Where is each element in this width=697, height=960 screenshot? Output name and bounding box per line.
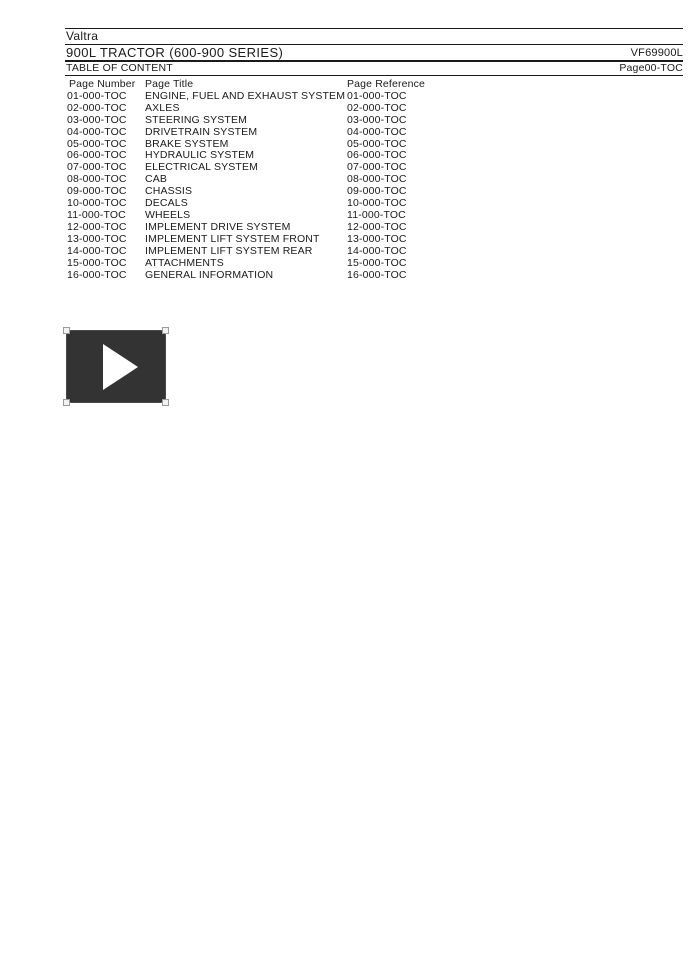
section-row (65, 62, 683, 75)
document-title: 900L TRACTOR (600-900 SERIES) (66, 45, 284, 60)
toc-page-reference: 15-000-TOC (347, 256, 407, 269)
toc-page-number: 15-000-TOC (67, 256, 127, 269)
toc-page-title: IMPLEMENT LIFT SYSTEM FRONT (145, 232, 320, 245)
video-play-button[interactable] (66, 330, 166, 403)
toc-row (65, 115, 683, 127)
page-content (65, 0, 683, 281)
page-reference-label: Page00-TOC (619, 62, 683, 74)
toc-page-number: 08-000-TOC (67, 173, 127, 186)
toc-page-reference: 07-000-TOC (347, 161, 407, 174)
toc-page-title: DRIVETRAIN SYSTEM (145, 125, 258, 138)
toc-row (65, 222, 683, 234)
toc-page-title: AXLES (145, 101, 180, 114)
toc-page-number: 11-000-TOC (67, 208, 126, 221)
column-header-page-number: Page Number (69, 78, 136, 90)
toc-row (65, 103, 683, 115)
toc-table (65, 79, 683, 281)
selection-handle-bottom-left[interactable] (63, 399, 70, 406)
toc-page-number: 06-000-TOC (67, 149, 127, 162)
toc-page-reference: 16-000-TOC (347, 268, 407, 281)
toc-page-title: HYDRAULIC SYSTEM (145, 149, 255, 162)
toc-page-number: 05-000-TOC (67, 137, 127, 150)
toc-page-title: ATTACHMENTS (145, 256, 224, 269)
toc-page-reference: 08-000-TOC (347, 173, 407, 186)
selection-handle-bottom-right[interactable] (162, 399, 169, 406)
toc-page-reference: 06-000-TOC (347, 149, 407, 162)
toc-page-reference: 01-000-TOC (347, 89, 407, 102)
toc-page-title: IMPLEMENT DRIVE SYSTEM (145, 220, 291, 233)
toc-page-number: 10-000-TOC (67, 197, 127, 210)
toc-page-number: 16-000-TOC (67, 268, 127, 281)
toc-page-title: ELECTRICAL SYSTEM (145, 161, 259, 174)
toc-page-title: BRAKE SYSTEM (145, 137, 229, 150)
column-header-page-reference: Page Reference (347, 78, 425, 90)
selection-handle-top-left[interactable] (63, 327, 70, 334)
toc-page-number: 14-000-TOC (67, 244, 127, 257)
toc-page-reference: 09-000-TOC (347, 185, 407, 198)
toc-page-number: 03-000-TOC (67, 113, 127, 126)
toc-row (65, 270, 683, 282)
section-title: TABLE OF CONTENT (66, 62, 173, 74)
selection-handle-top-right[interactable] (162, 327, 169, 334)
toc-page-reference: 03-000-TOC (347, 113, 407, 126)
toc-page-reference: 14-000-TOC (347, 244, 407, 257)
toc-rows (65, 91, 683, 282)
toc-row (65, 258, 683, 270)
toc-page-number: 13-000-TOC (67, 232, 127, 245)
toc-page-reference: 10-000-TOC (347, 197, 407, 210)
toc-row (65, 127, 683, 139)
toc-page-title: WHEELS (145, 208, 191, 221)
toc-page-title: DECALS (145, 197, 188, 210)
toc-page-number: 04-000-TOC (67, 125, 127, 138)
toc-page-title: IMPLEMENT LIFT SYSTEM REAR (145, 244, 313, 257)
title-row (65, 45, 683, 60)
toc-page-number: 07-000-TOC (67, 161, 127, 174)
play-triangle-icon (103, 344, 138, 390)
toc-page-number: 12-000-TOC (67, 220, 127, 233)
brand-name: Valtra (66, 29, 99, 43)
toc-page-title: GENERAL INFORMATION (145, 268, 274, 281)
toc-page-reference: 05-000-TOC (347, 137, 407, 150)
embedded-video (66, 330, 166, 403)
column-header-page-title: Page Title (145, 78, 194, 90)
toc-page-reference: 12-000-TOC (347, 220, 407, 233)
toc-page-title: CHASSIS (145, 185, 193, 198)
toc-page-number: 09-000-TOC (67, 185, 127, 198)
toc-page-reference: 04-000-TOC (347, 125, 407, 138)
toc-page-number: 01-000-TOC (67, 89, 127, 102)
toc-page-number: 02-000-TOC (67, 101, 127, 114)
toc-page-title: STEERING SYSTEM (145, 113, 248, 126)
toc-page-reference: 13-000-TOC (347, 232, 407, 245)
document-code: VF69900L (630, 47, 683, 59)
toc-page-title: CAB (145, 173, 168, 186)
toc-page-reference: 02-000-TOC (347, 101, 407, 114)
toc-page-title: ENGINE, FUEL AND EXHAUST SYSTEM (145, 89, 346, 102)
toc-row (65, 234, 683, 246)
header-rule-section (65, 75, 683, 76)
toc-row (65, 246, 683, 258)
toc-page-reference: 11-000-TOC (347, 208, 406, 221)
